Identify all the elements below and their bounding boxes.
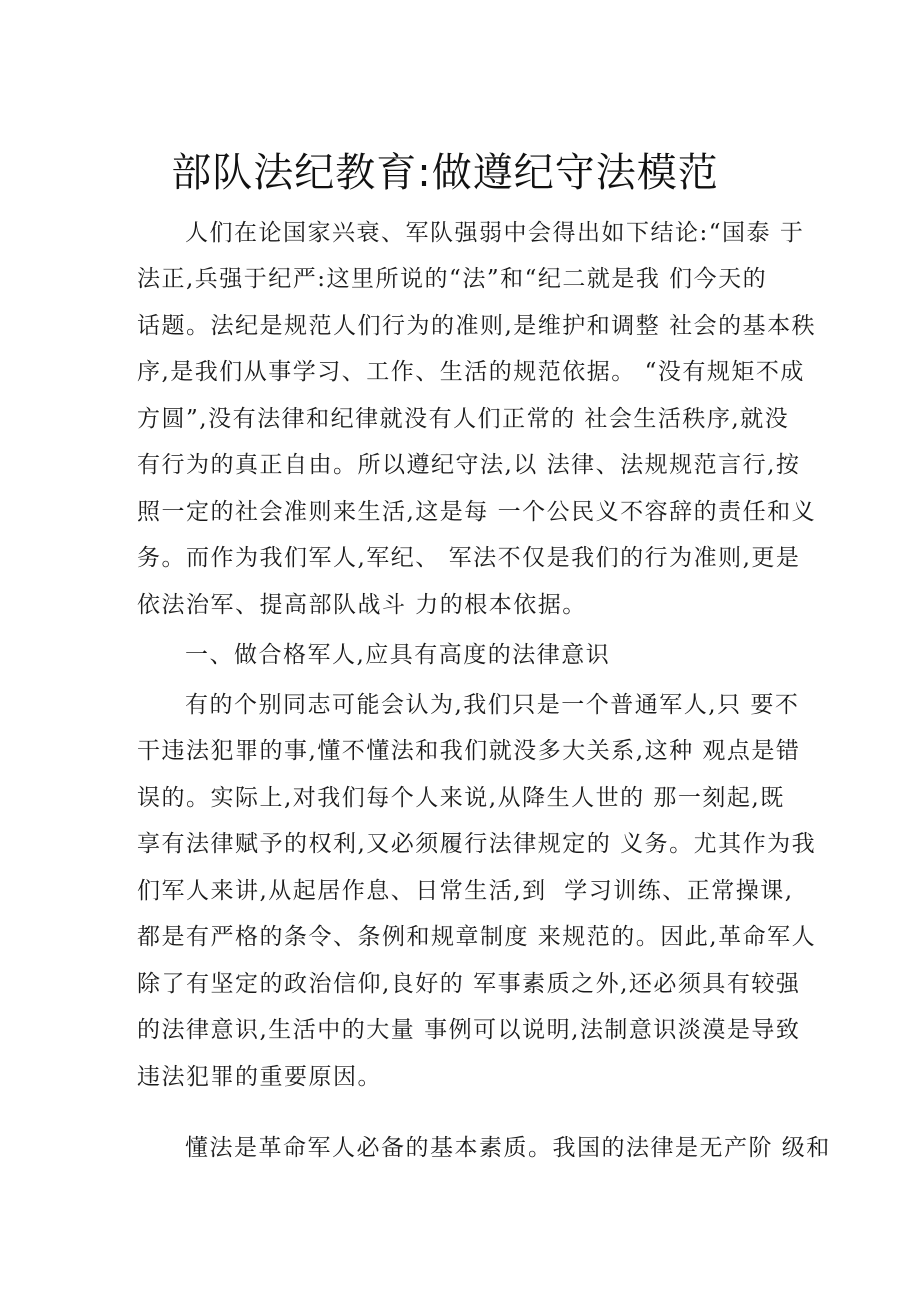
- paragraph-line: 有的个别同志可能会认为,我们只是一个普通军人,只 要不: [185, 692, 800, 718]
- paragraph-line: 有行为的真正自由。所以遵纪守法,以 法律、法规规范言行,按: [137, 452, 801, 478]
- paragraph-line: 依法治军、提高部队战斗 力的根本依据。: [137, 592, 587, 618]
- paragraph-line: 话题。法纪是规范人们行为的准则,是维护和调整 社会的基本秩: [137, 313, 817, 339]
- paragraph-line: 违法犯罪的重要原因。: [137, 1064, 382, 1090]
- paragraph-line: 务。而作为我们军人,军纪、 军法不仅是我们的行为准则,更是: [137, 545, 801, 571]
- paragraph-line: 除了有坚定的政治信仰,良好的 军事素质之外,还必须具有较强: [137, 971, 801, 997]
- section-heading: 一、做合格军人,应具有高度的法律意识: [185, 642, 611, 668]
- paragraph-line: 们军人来讲,从起居作息、日常生活,到 学习训练、正常操课,: [137, 878, 794, 904]
- paragraph-line: 懂法是革命军人必备的基本素质。我国的法律是无产阶 级和: [185, 1135, 831, 1161]
- paragraph-line: 照一定的社会准则来生活,这是每 一个公民义不容辞的责任和义: [137, 499, 817, 525]
- paragraph-line: 方圆”,没有法律和纪律就没有人们正常的 社会生活秩序,就没: [137, 406, 790, 432]
- paragraph-line: 人们在论国家兴衰、军队强弱中会得出如下结论:“国泰 于: [185, 220, 805, 246]
- paragraph-line: 序,是我们从事学习、工作、生活的规范依据。 “没有规矩不成: [137, 359, 805, 385]
- paragraph-line: 法正,兵强于纪严:这里所说的“法”和“纪二就是我 们今天的: [137, 266, 768, 292]
- document-title: 部队法纪教育:做遵纪守法模范: [171, 150, 719, 196]
- paragraph-line: 的法律意识,生活中的大量 事例可以说明,法制意识淡漠是导致: [137, 1017, 801, 1043]
- paragraph-line: 都是有严格的条令、条例和规章制度 来规范的。因此,革命军人: [137, 924, 817, 950]
- paragraph-line: 享有法律赋予的权利,又必须履行法律规定的 义务。尤其作为我: [137, 831, 817, 857]
- paragraph-line: 干违法犯罪的事,懂不懂法和我们就没多大关系,这种 观点是错: [137, 738, 801, 764]
- paragraph-line: 误的。实际上,对我们每个人来说,从降生人世的 那一刻起,既: [137, 785, 785, 811]
